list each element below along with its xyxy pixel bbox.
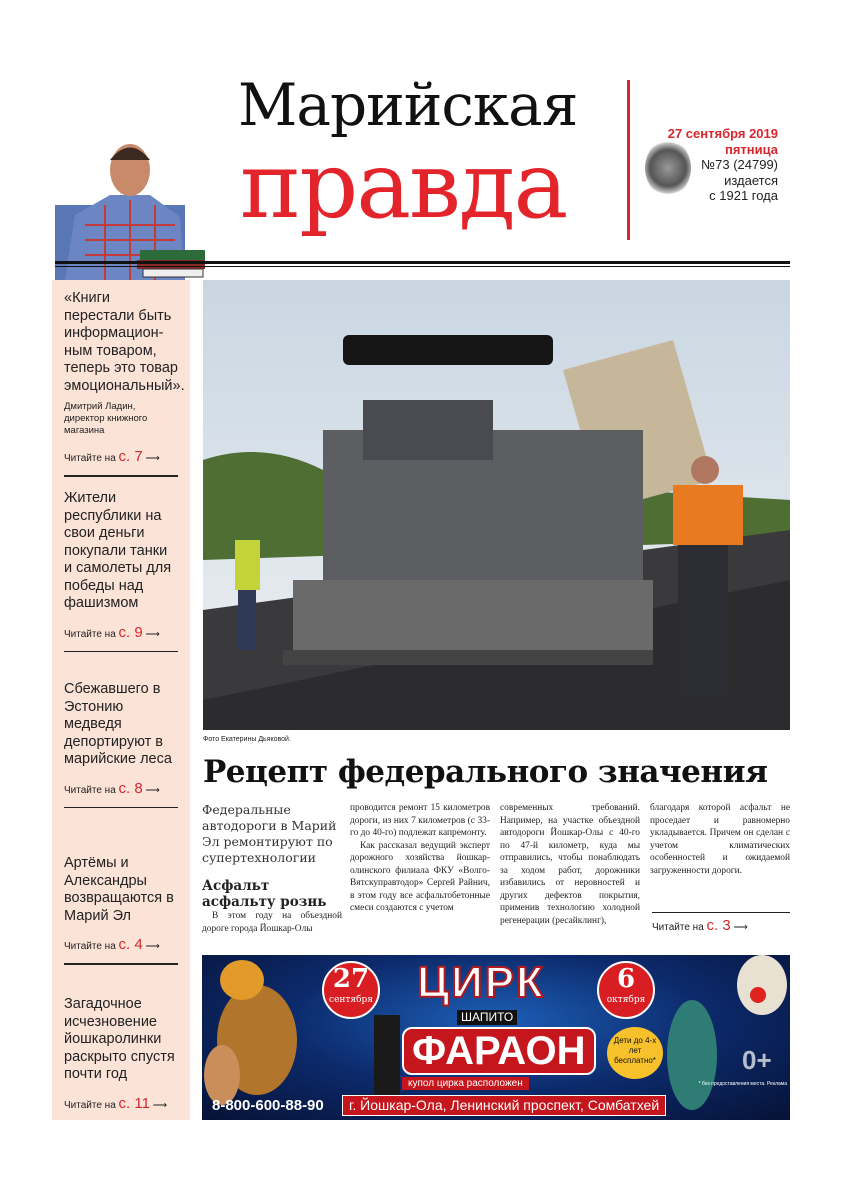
article-headline[interactable]: Рецепт федерального значения <box>203 754 768 790</box>
ad-phone: 8-800-600-88-90 <box>212 1097 324 1114</box>
read-label: Читайте на <box>64 453 116 464</box>
read-more-link[interactable] <box>64 1096 178 1114</box>
teaser-item[interactable] <box>64 996 178 1114</box>
teaser-text: Жители республики на свои деньги покупали танки и самолеты для победы над фашизмом <box>64 490 172 611</box>
teaser-text: Сбежавшего в Эстонию медведя депортируют в марийские леса <box>64 681 172 767</box>
ad-title-circus: ЦИРК <box>417 958 545 1007</box>
article-column-4 <box>650 802 790 877</box>
masthead-title-line1: Марийская <box>238 71 578 139</box>
since-line2: с 1921 года <box>709 188 778 203</box>
circus-advertisement[interactable] <box>202 955 790 1120</box>
end-day: 6 <box>616 964 636 994</box>
issue-number: №73 (24799) <box>701 157 778 172</box>
arrow-icon: ⟶ <box>733 922 748 933</box>
photo-caption: Фото Екатерины Дьяковой. <box>203 736 291 743</box>
read-label: Читайте на <box>64 628 116 640</box>
article-paragraph: В этом году на объездной дороге города Йошкар-Олы <box>202 911 342 934</box>
page-ref: с. 9 <box>118 623 143 641</box>
page-ref: с. 4 <box>118 936 143 953</box>
page-ref: с. 11 <box>118 1094 150 1112</box>
read-more-link[interactable] <box>652 918 748 936</box>
article-column-3 <box>500 802 640 927</box>
teaser-credit: Дмитрий Ладин, директор книжного магазина <box>64 401 148 436</box>
teaser-item[interactable] <box>64 290 185 477</box>
arrow-icon: ⟶ <box>152 1099 168 1111</box>
read-label: Читайте на <box>64 941 116 952</box>
teaser-text: Загадочное исчезновение йошкаролинки раскрыто спустя почти год <box>64 996 175 1082</box>
divider <box>652 912 790 913</box>
masthead-rule-thin <box>55 266 790 267</box>
page-ref: с. 7 <box>118 448 143 465</box>
divider <box>64 651 178 653</box>
teaser-item[interactable] <box>64 490 178 652</box>
masthead-divider <box>627 80 630 240</box>
issue-date: 27 сентября 2019 <box>667 126 778 141</box>
teaser-item[interactable] <box>64 681 178 808</box>
start-month: сентября <box>329 995 373 1005</box>
article-column-1 <box>202 802 342 935</box>
issue-info <box>668 126 778 204</box>
ad-fine-print: * без предоставления места. Реклама <box>698 1081 787 1087</box>
page-ref: с. 3 <box>706 917 731 934</box>
since-line1: издается <box>724 172 778 188</box>
teaser-text: «Книги перестали быть информацион-ным товаром, теперь это товар эмоциональный». <box>64 290 185 394</box>
read-more-link[interactable] <box>64 449 178 467</box>
arrow-icon: ⟶ <box>145 453 160 464</box>
ad-shapito: ШАПИТО <box>457 1010 517 1025</box>
road-paver-photo <box>203 280 790 730</box>
read-label: Читайте на <box>652 922 704 933</box>
teaser-text: Артёмы и Александры возвращаются в Марий Эл <box>64 855 174 924</box>
arrow-icon: ⟶ <box>145 941 160 952</box>
start-day: 27 <box>332 964 370 994</box>
masthead-rule <box>55 261 790 264</box>
arrow-icon: ⟶ <box>145 784 160 796</box>
issue-weekday: пятница <box>724 141 778 157</box>
article-paragraph: современных требований. Например, на участке объездной автодороги Йошкар-Олы с 40-го по 47-й километр, куда мы отправились, чтобы понаблюдать за ходом работ, дорожники избавились от неровностей и других дефектов покрытия, применив технологию холодной регенерации (ресайклинг), <box>500 803 640 926</box>
ad-location-label: купол цирка расположен <box>402 1077 529 1090</box>
masthead-title-line2: правда <box>240 132 567 239</box>
divider <box>64 963 178 965</box>
arrow-icon: ⟶ <box>145 628 160 640</box>
ad-address: г. Йошкар-Ола, Ленинский проспект, Сомбатхей <box>342 1095 666 1116</box>
article-lead: Федеральные автодороги в Марий Эл ремонтируют по супертехнологии <box>202 802 337 865</box>
divider <box>64 807 178 809</box>
page-ref: с. 8 <box>118 779 143 797</box>
article-paragraph: благодаря которой асфальт не проседает и равномерно укладывается. Причем он сделан с учетом климатических особенностей и ожидаемой загруженности дороги. <box>650 803 790 876</box>
article-column-2 <box>350 802 490 915</box>
read-label: Читайте на <box>64 784 116 796</box>
ad-kids-badge: Дети до 4-х лет бесплатно* <box>607 1027 663 1079</box>
ad-age-rating: 0+ <box>742 1045 772 1075</box>
article-paragraph: проводится ремонт 15 километров дороги, из них 7 километров (с 33-го до 40-го) подлежат капремонту. <box>350 803 490 838</box>
end-month: октября <box>606 995 646 1005</box>
read-more-link[interactable] <box>64 937 178 955</box>
divider <box>64 475 178 477</box>
read-more-link[interactable] <box>64 625 178 643</box>
sidebar-teasers <box>52 280 190 1120</box>
article-paragraph: Как рассказал ведущий эксперт дорожного хозяйства йошкар-олинского филиала ФКУ «Волго-Вятскуправтодор» Сергей Райнич, в этом году все асфальтобетонные смеси создаются с учетом <box>350 840 490 913</box>
read-label: Читайте на <box>64 1099 116 1111</box>
end-date-badge <box>597 961 655 1019</box>
read-more-link[interactable] <box>64 781 178 799</box>
teaser-item[interactable] <box>64 855 178 965</box>
article-subhead: Асфальт асфальту рознь <box>202 878 327 910</box>
ad-title-pharaoh: ФАРАОН <box>402 1027 596 1075</box>
person-photo <box>55 135 205 280</box>
start-date-badge <box>322 961 380 1019</box>
